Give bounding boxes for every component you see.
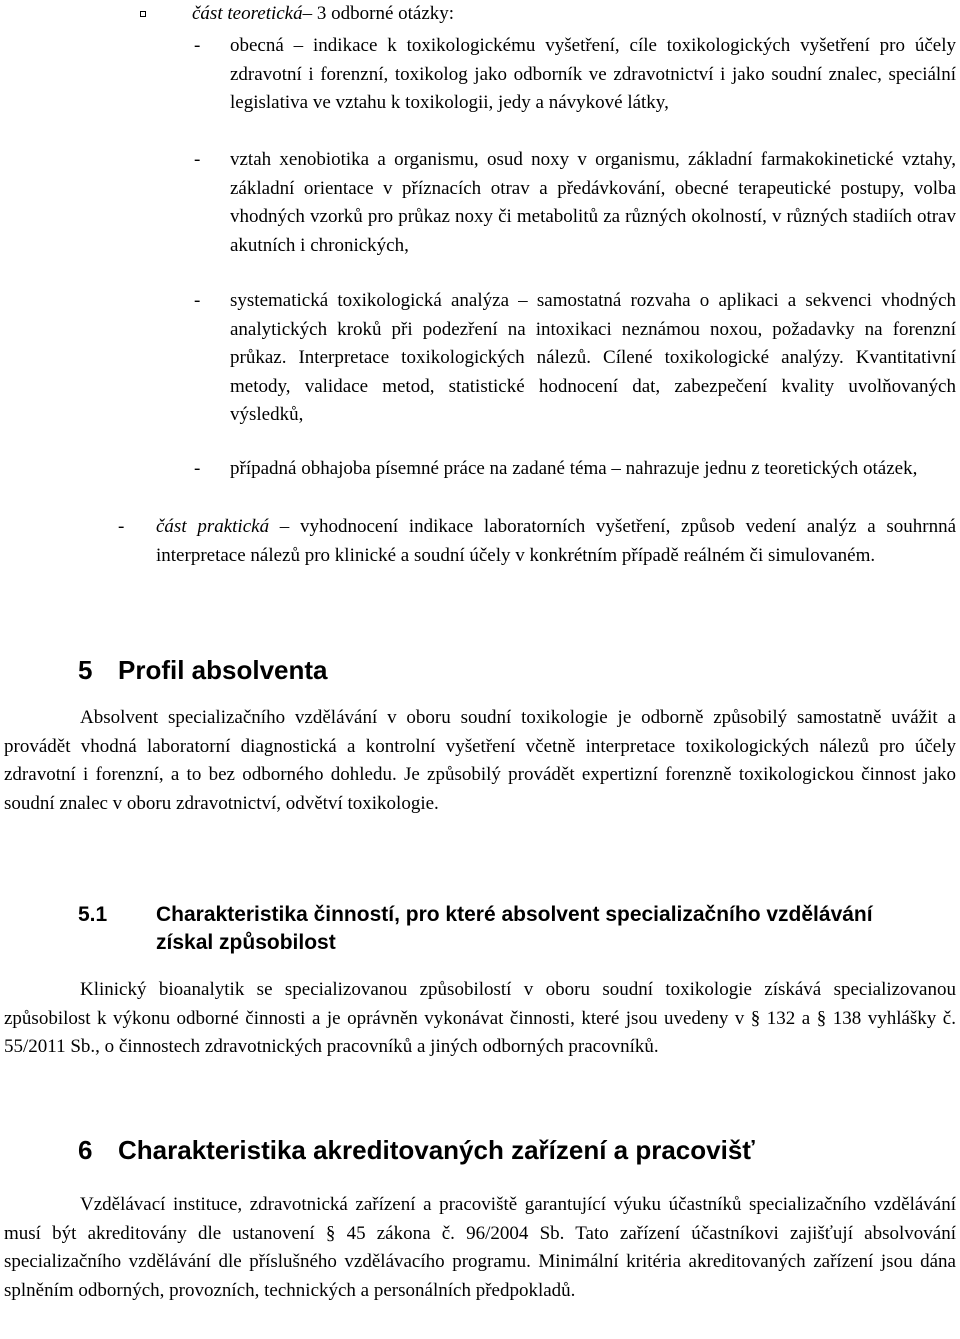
square-bullet-icon (140, 11, 146, 17)
section-heading-5-1 (78, 901, 938, 961)
sub-item (194, 455, 956, 484)
section-number: 6 (78, 1135, 93, 1165)
theory-item (0, 0, 960, 30)
dash-marker: - (194, 149, 201, 170)
section-5-1-body: Klinický bioanalytik se specializovanou způsobilostí v oboru soudní toxikologie získává specializovanou způsobilost k výkonu odborné činnosti a je oprávněn vykonávat činnosti, které jsou uvedeny v § 132 a § 138 vyhlášky č. 55/2011 Sb., o činnostech zdravotnických pracovníků a jiných odborných pracovníků. (4, 979, 956, 1058)
sub-item (194, 287, 956, 430)
section-5-body: Absolvent specializačního vzdělávání v oboru soudní toxikologie je odborně způsobilý samostatně uvážit a provádět vhodná laboratorní diagnostická a kontrolní vyšetření včetně interpretace toxikologických nálezů pro účely zdravotní i forenzní, a to bez odborného dohledu. Je způsobilý provádět expertizní forenzně toxikologickou činnost jako soudní znalec v oboru zdravotnictví, odvětví toxikologie. (4, 707, 956, 814)
dash-marker: - (194, 35, 201, 56)
theory-label: část teoretická (192, 3, 303, 24)
practical-text: – vyhodnocení indikace laboratorních vyšetření, způsob vedení analýz a souhrnná interpretace nálezů pro klinické a soudní účely v konkrétním případě reálném či simulovaném. (156, 516, 957, 566)
section-number: 5 (78, 655, 93, 685)
section-title: Charakteristika akreditovaných zařízení a pracovišť (118, 1135, 755, 1165)
section-heading-6 (78, 1134, 938, 1166)
sub-item (194, 32, 956, 118)
section-title: Charakteristika činností, pro které absolvent specializačního vzdělávání získal způsobilost (156, 903, 873, 954)
dash-marker: - (118, 516, 125, 537)
sub-item-text: systematická toxikologická analýza – samostatná rozvaha o aplikaci a sekvenci vhodných analytických kroků při podezření na intoxikaci neznámou noxou, požadavky na forenzní průkaz. Interpretace toxikologických nálezů. Cílené toxikologické analýzy. Kvantitativní metody, validace metod, statistické hodnocení dat, zabezpečení kvality uvolňovaných výsledků, (230, 290, 956, 426)
theory-rest: – 3 odborné otázky: (302, 3, 455, 24)
practical-label: část praktická (156, 516, 270, 537)
sub-item-text: případná obhajoba písemné práce na zadané téma – nahrazuje jednu z teoretických otázek, (230, 458, 918, 479)
section-number: 5.1 (78, 903, 108, 926)
practical-item (118, 513, 956, 570)
sub-item (194, 146, 956, 260)
dash-marker: - (194, 458, 201, 479)
sub-item-text: obecná – indikace k toxikologickému vyšetření, cíle toxikologických vyšetření pro účely zdravotní i forenzní, toxikolog jako odborník ve zdravotnictví i jako soudní znalec, speciální legislativa ve vztahu k toxikologii, jedy a návykové látky, (230, 35, 956, 114)
section-heading-5 (78, 654, 938, 686)
sub-item-text: vztah xenobiotika a organismu, osud noxy v organismu, základní farmakokinetické vztahy, základní orientace v příznacích otrav a předávkování, obecné terapeutické postupy, volba vhodných vzorků pro průkaz noxy či metabolitů za různých okolností, v různých stadiích otrav akutních i chronických, (230, 149, 956, 256)
section-title: Profil absolventa (118, 655, 328, 685)
dash-marker: - (194, 290, 201, 311)
section-6-body: Vzdělávací instituce, zdravotnická zařízení a pracoviště garantující výuku účastníků specializačního vzdělávání musí být akreditovány dle ustanovení § 45 zákona č. 96/2004 Sb. Tato zařízení účastníkovi zajišťují absolvování specializačního vzdělávání dle příslušného vzdělávacího programu. Minimální kritéria akreditovaných zařízení jsou dána splněním odborných, provozních, technických a personálních předpokladů. (4, 1194, 956, 1301)
